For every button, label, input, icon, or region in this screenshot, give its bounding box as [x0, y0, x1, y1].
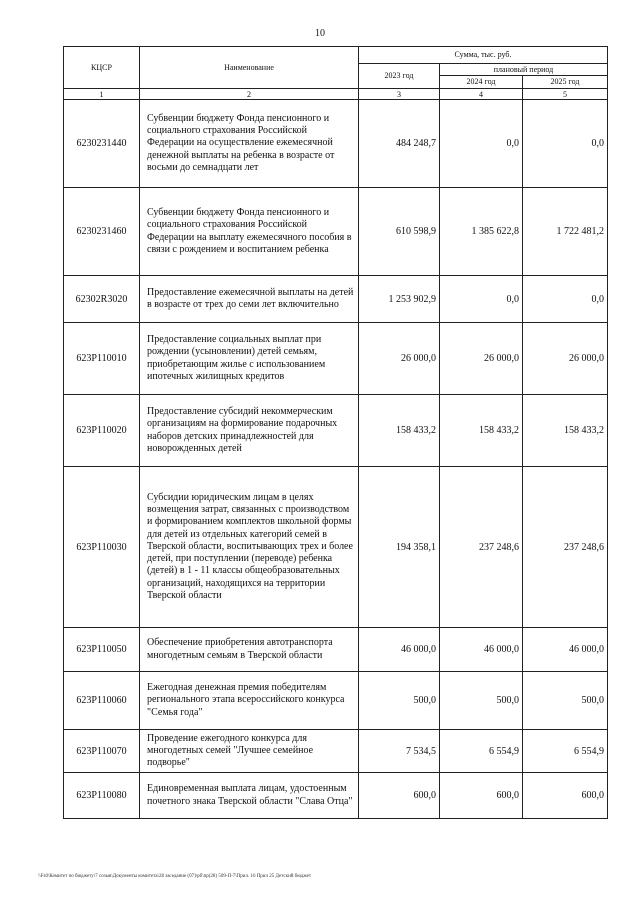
row-value-2025: 1 722 481,2: [523, 188, 608, 276]
table-row: [64, 100, 608, 188]
row-value-2024: 158 433,2: [440, 395, 523, 467]
row-value-2025: 46 000,0: [523, 628, 608, 672]
row-value-2024: 1 385 622,8: [440, 188, 523, 276]
row-value-2023: 610 598,9: [359, 188, 440, 276]
row-code: 623P110020: [64, 395, 140, 467]
row-value-2024: 600,0: [440, 773, 523, 819]
table-row: [64, 188, 608, 276]
column-number: 4: [440, 89, 523, 100]
header-year-2025: 2025 год: [523, 76, 608, 89]
row-value-2024: 46 000,0: [440, 628, 523, 672]
column-number: 2: [140, 89, 359, 100]
header-sum: Сумма, тыс. руб.: [359, 47, 608, 64]
row-name: Предоставление ежемесячной выплаты на детей в возрасте от трех до семи лет включительно: [140, 276, 359, 323]
row-value-2025: 600,0: [523, 773, 608, 819]
row-value-2023: 500,0: [359, 672, 440, 730]
row-code: 6230231440: [64, 100, 140, 188]
row-name: Ежегодная денежная премия победителям регионального этапа всероссийского конкурса "Семья года": [140, 672, 359, 730]
row-code: 623P110030: [64, 467, 140, 628]
row-value-2025: 0,0: [523, 276, 608, 323]
row-name: Единовременная выплата лицам, удостоенным почетного знака Тверской области "Слава Отца": [140, 773, 359, 819]
row-value-2024: 0,0: [440, 276, 523, 323]
row-name: Предоставление социальных выплат при рождении (усыновлении) детей семьям, приобретающим жилье с использованием ипотечных жилищных кредитов: [140, 323, 359, 395]
row-name: Субсидии юридическим лицам в целях возмещения затрат, связанных с производством и формированием комплектов школьной формы для детей из отдельных категорий семей в Тверской области, воспитывающих трех и более детей, при поступлении (переводе) ребенка (детей) в 1 - 11 классы общеобразовательных организаций, находящихся на территории Тверской области: [140, 467, 359, 628]
row-value-2024: 237 248,6: [440, 467, 523, 628]
page-number: 10: [315, 28, 325, 39]
table-row: [64, 730, 608, 773]
row-value-2024: 0,0: [440, 100, 523, 188]
header-year-2024: 2024 год: [440, 76, 523, 89]
header-name: Наименование: [140, 47, 359, 89]
row-code: 6230231460: [64, 188, 140, 276]
row-value-2023: 158 433,2: [359, 395, 440, 467]
table-row: [64, 395, 608, 467]
row-code: 623P110070: [64, 730, 140, 773]
table-row: [64, 276, 608, 323]
table-row: [64, 323, 608, 395]
row-value-2023: 1 253 902,9: [359, 276, 440, 323]
row-value-2024: 26 000,0: [440, 323, 523, 395]
document-path-footer: \\Fs0\Комитет по бюджету\7 созыв\Документы комитета\28 заседание (07)\рб\пр(28) 509-П-7\Прил. 16 Прил 25 Детский бюджет: [38, 874, 312, 879]
table-row: [64, 628, 608, 672]
header-code: КЦСР: [64, 47, 140, 89]
table-row: [64, 672, 608, 730]
row-code: 62302R3020: [64, 276, 140, 323]
row-code: 623P110080: [64, 773, 140, 819]
header-planned-period: плановый период: [440, 64, 608, 76]
column-number: 5: [523, 89, 608, 100]
row-name: Предоставление субсидий некоммерческим организациям на формирование подарочных наборов детских принадлежностей для новорожденных детей: [140, 395, 359, 467]
row-value-2025: 500,0: [523, 672, 608, 730]
row-value-2025: 0,0: [523, 100, 608, 188]
header-year-2023: 2023 год: [359, 64, 440, 89]
row-value-2025: 26 000,0: [523, 323, 608, 395]
row-name: Обеспечение приобретения автотранспорта многодетным семьям в Тверской области: [140, 628, 359, 672]
row-value-2024: 6 554,9: [440, 730, 523, 773]
row-value-2025: 6 554,9: [523, 730, 608, 773]
row-code: 623P110010: [64, 323, 140, 395]
row-name: Субвенции бюджету Фонда пенсионного и социального страхования Российской Федерации на осуществление ежемесячной денежной выплаты на ребенка в возрасте от восьми до семнадцати лет: [140, 100, 359, 188]
table-row: [64, 467, 608, 628]
column-number: 3: [359, 89, 440, 100]
row-value-2023: 46 000,0: [359, 628, 440, 672]
row-code: 623P110060: [64, 672, 140, 730]
row-value-2024: 500,0: [440, 672, 523, 730]
row-value-2023: 484 248,7: [359, 100, 440, 188]
row-value-2023: 194 358,1: [359, 467, 440, 628]
row-value-2023: 26 000,0: [359, 323, 440, 395]
row-code: 623P110050: [64, 628, 140, 672]
row-name: Проведение ежегодного конкурса для многодетных семей "Лучшее семейное подворье": [140, 730, 359, 773]
budget-table: [63, 46, 608, 819]
column-number: 1: [64, 89, 140, 100]
row-name: Субвенции бюджету Фонда пенсионного и социального страхования Российской Федерации на выплату ежемесячного пособия в связи с рождением и воспитанием ребенка: [140, 188, 359, 276]
row-value-2025: 237 248,6: [523, 467, 608, 628]
row-value-2023: 600,0: [359, 773, 440, 819]
row-value-2025: 158 433,2: [523, 395, 608, 467]
table-row: [64, 773, 608, 819]
row-value-2023: 7 534,5: [359, 730, 440, 773]
